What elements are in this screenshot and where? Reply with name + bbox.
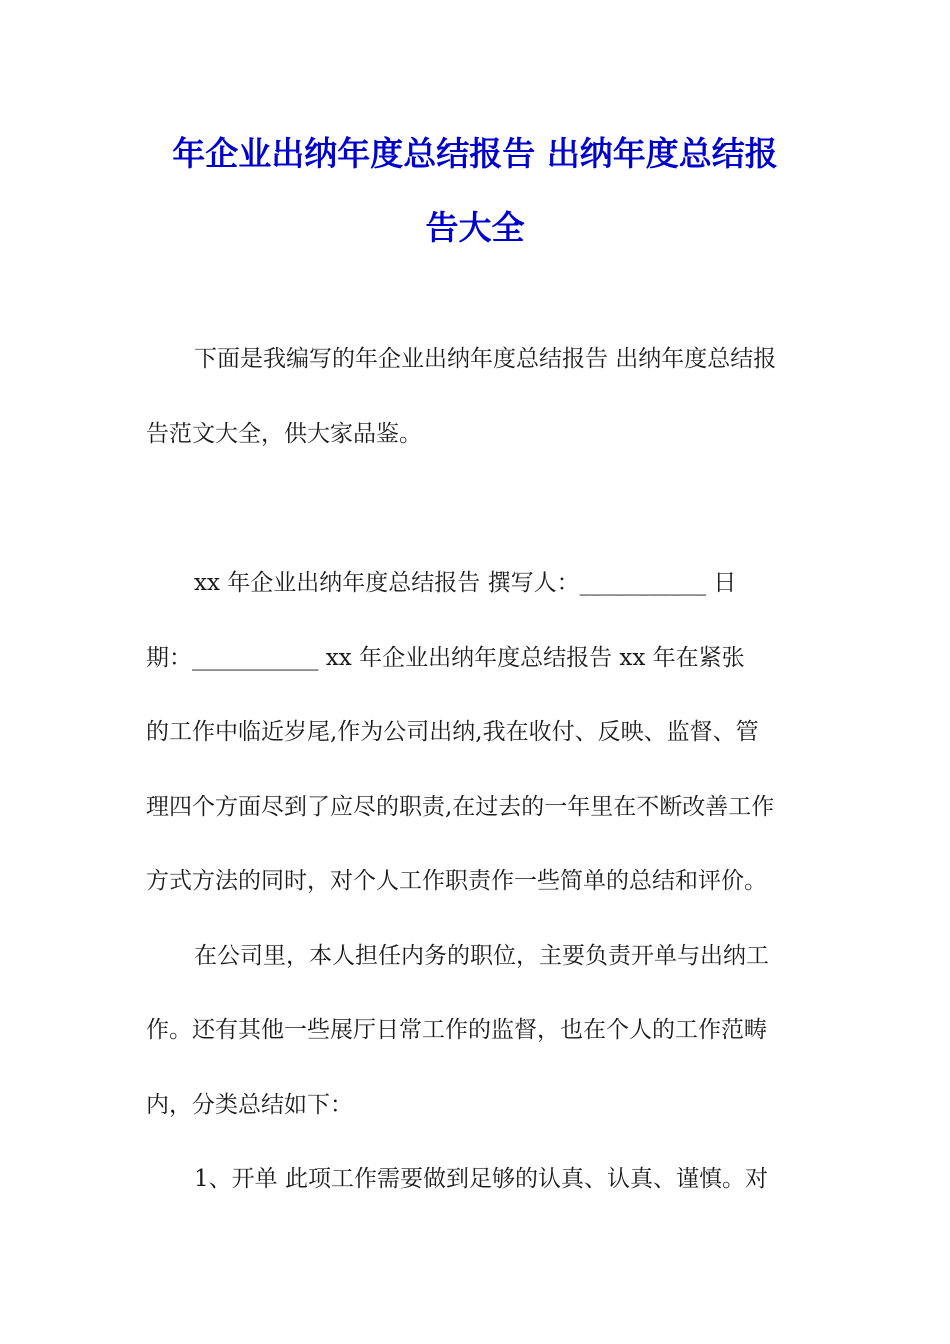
document-title-line-1: 年企业出纳年度总结报告 出纳年度总结报	[172, 134, 778, 173]
body-line-4: 理四个方面尽到了应尽的职责,在过去的一年里在不断改善工作	[146, 794, 775, 820]
body-line-7: 作。还有其他一些展厅日常工作的监督，也在个人的工作范畴	[146, 1017, 767, 1043]
body-line-2: 期：___________ xx 年企业出纳年度总结报告 xx 年在紧张	[146, 645, 745, 671]
body-line-9: 1、开单 此项工作需要做到足够的认真、认真、谨慎。对	[194, 1166, 768, 1192]
body-line-1: xx 年企业出纳年度总结报告 撰写人：___________ 日	[194, 570, 737, 596]
intro-line-2: 告范文大全，供大家品鉴。	[146, 421, 422, 447]
body-line-5: 方式方法的同时，对个人工作职责作一些简单的总结和评价。	[146, 868, 767, 894]
document-title-line-2: 告大全	[425, 208, 525, 247]
body-line-8: 内，分类总结如下：	[146, 1092, 353, 1118]
body-line-3: 的工作中临近岁尾,作为公司出纳,我在收付、反映、监督、管	[146, 719, 759, 745]
intro-line-1: 下面是我编写的年企业出纳年度总结报告 出纳年度总结报	[194, 346, 777, 372]
body-line-6: 在公司里，本人担任内务的职位，主要负责开单与出纳工	[194, 943, 769, 969]
